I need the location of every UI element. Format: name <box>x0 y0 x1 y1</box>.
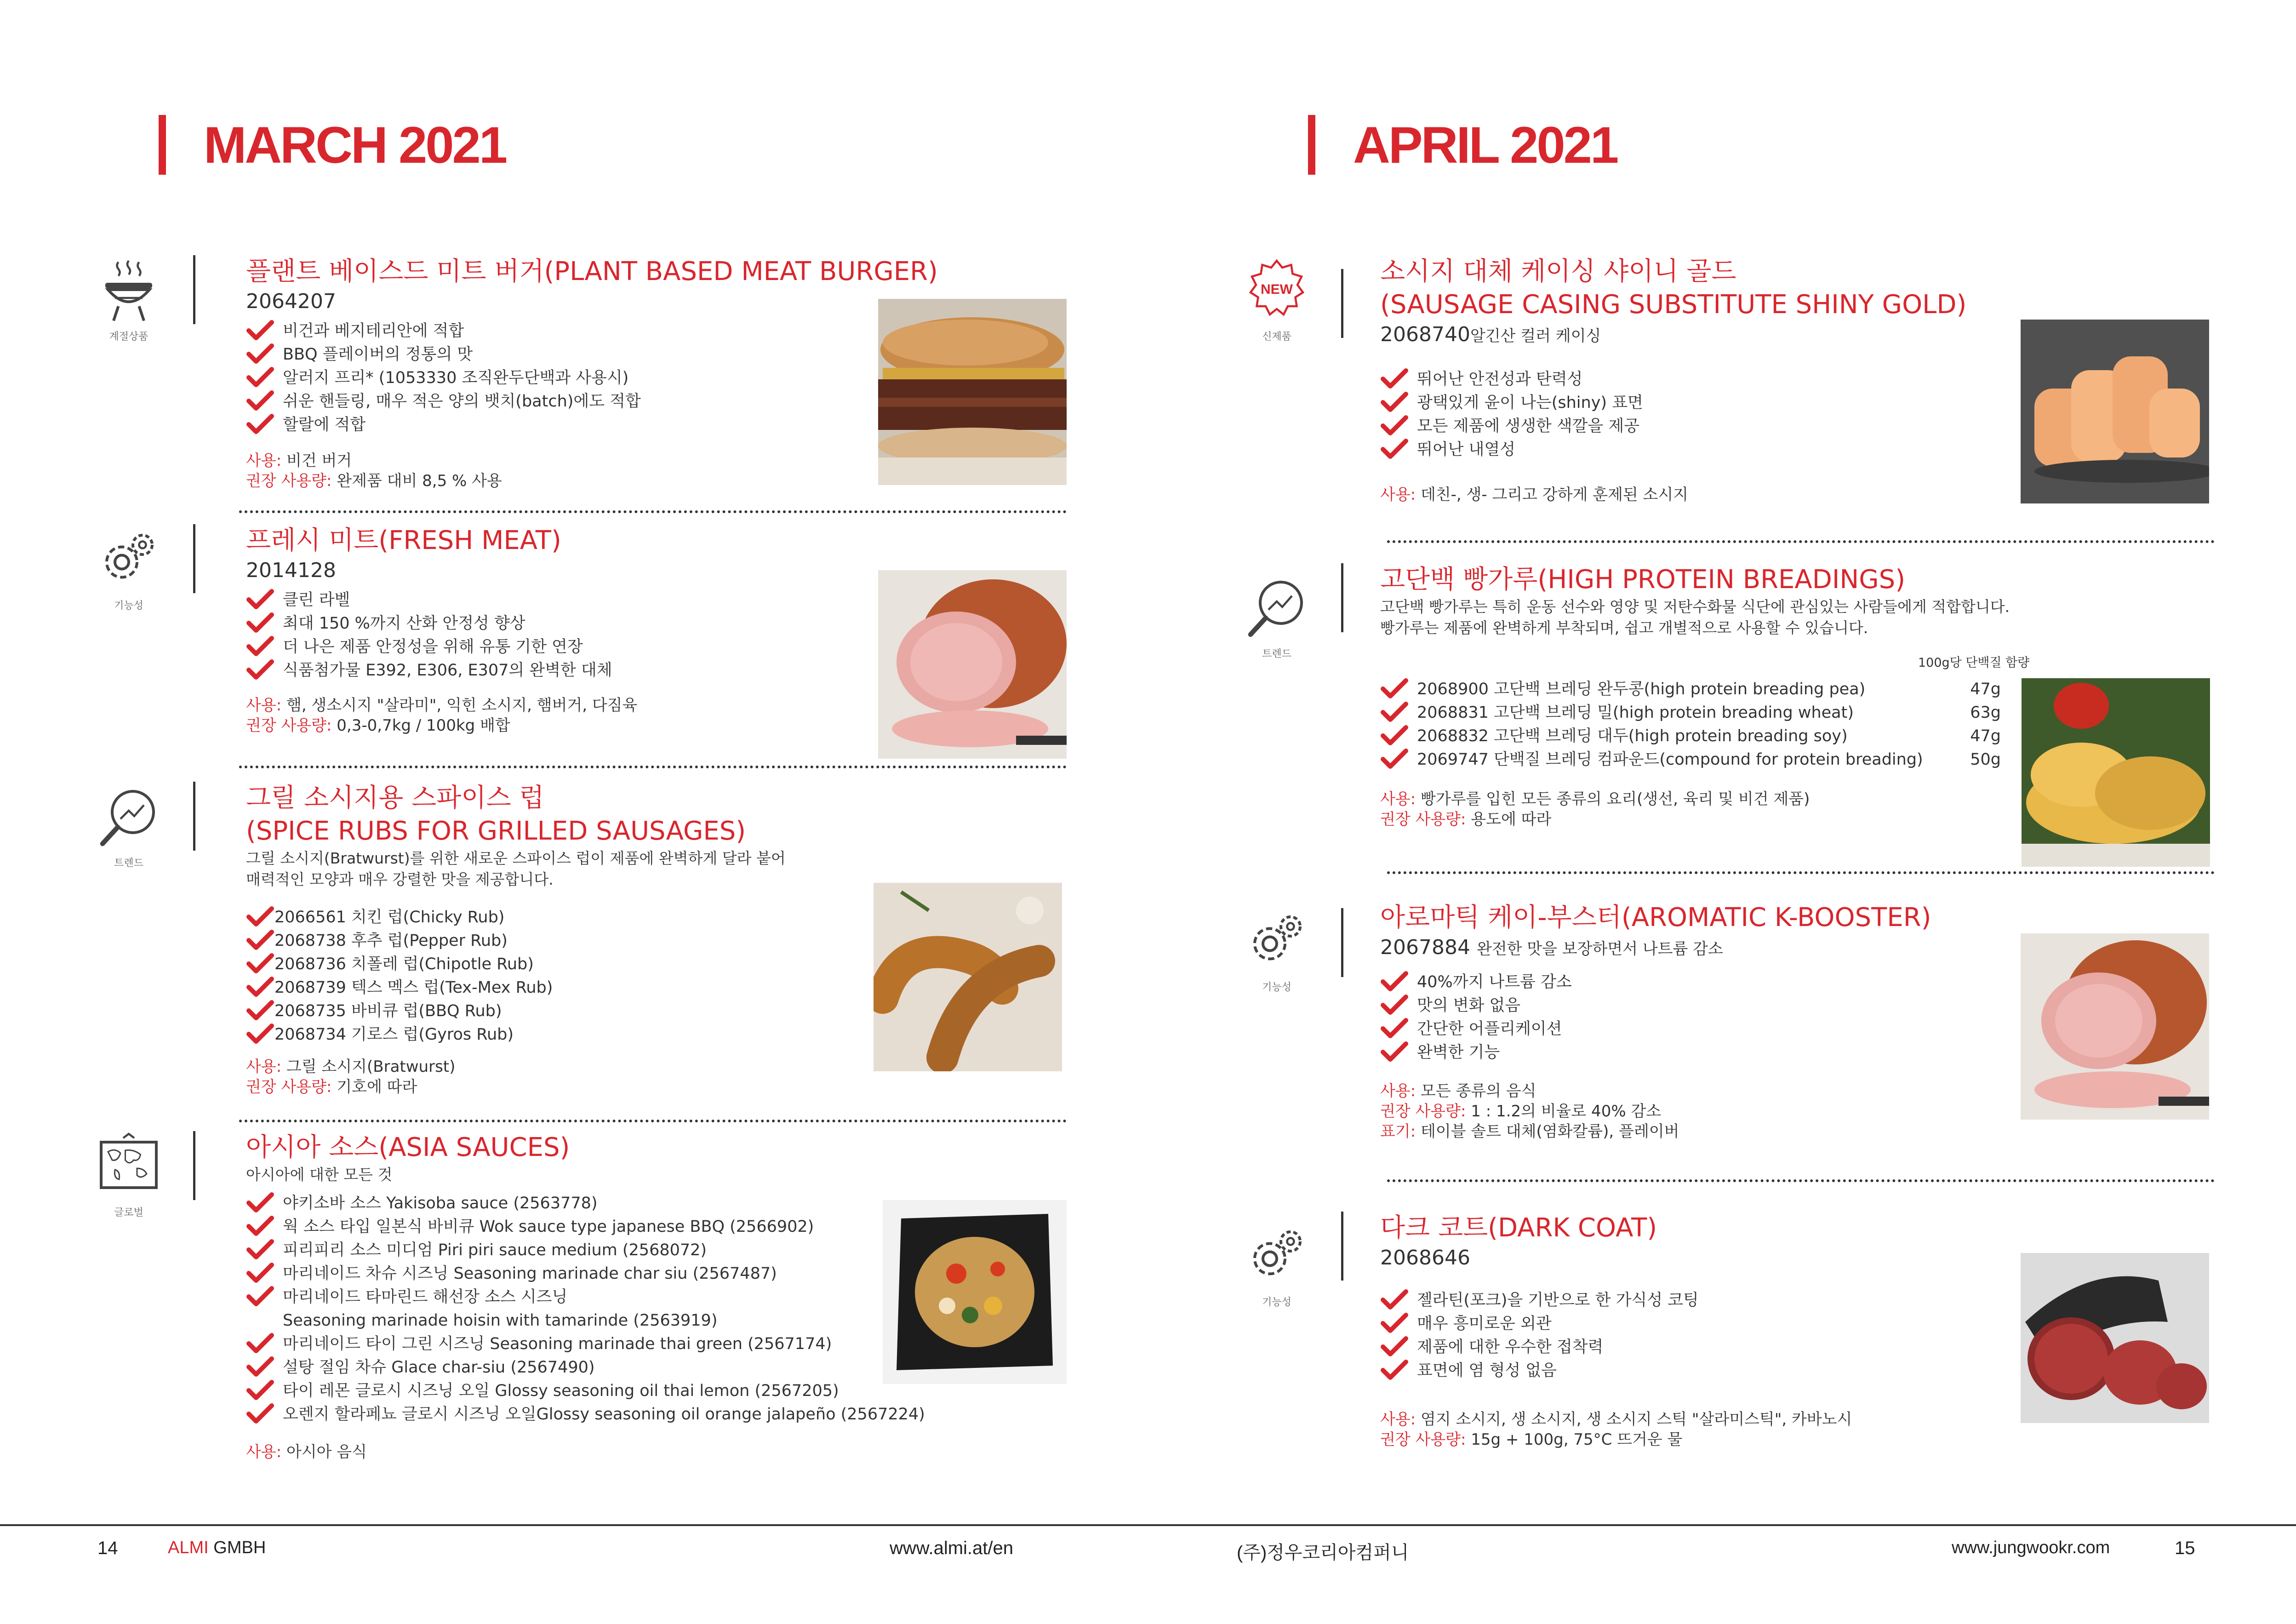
list-item: 야키소바 소스 Yakisoba sauce (2563778) <box>246 1192 982 1215</box>
dose-line: 권장 사용량: 15g + 100g, 75°C 뜨거운 물 <box>1380 1430 1683 1449</box>
section-description: 그릴 소시지(Bratwurst)를 위한 새로운 스파이스 럽이 제품에 완벽하게 달라 붙어 <box>246 849 786 867</box>
check-icon <box>246 589 274 611</box>
svg-text:NEW: NEW <box>1261 282 1293 297</box>
check-icon <box>246 1356 274 1378</box>
check-icon <box>246 906 274 928</box>
dose-line: 권장 사용량: 용도에 따라 <box>1380 810 1552 829</box>
list-item: 2066561 치킨 럽(Chicky Rub) <box>246 906 959 929</box>
grill-icon <box>94 255 163 324</box>
section-divider-line <box>193 1131 195 1200</box>
gear-icon <box>94 524 163 593</box>
list-item: 최대 150 %까지 산화 안정성 향상 <box>246 612 959 635</box>
section-title: 아로마틱 케이-부스터(AROMATIC K-BOOSTER) <box>1380 903 1931 932</box>
section-sausage-casing <box>1231 255 2256 513</box>
sausage-photo <box>874 883 1062 1071</box>
right-page <box>1148 0 2296 1517</box>
check-icon <box>1380 994 1409 1016</box>
label-line: 표기: 테이블 솔트 대체(염화칼륨), 플레이버 <box>1380 1122 1679 1141</box>
list-item: 2068739 텍스 멕스 럽(Tex-Mex Rub) <box>246 976 959 1000</box>
section-icon-block <box>1231 255 1323 343</box>
check-icon <box>246 320 274 342</box>
list-item: 광택있게 윤이 나는(shiny) 표면 <box>1380 391 2116 415</box>
list-item: 설탕 절임 차슈 Glace char-siu (2567490) <box>246 1356 982 1379</box>
section-separator <box>1387 871 2215 874</box>
icon-label: 기능성 <box>1262 1297 1291 1308</box>
usage-line: 사용: 비건 버거 <box>246 452 352 470</box>
list-item: 쉬운 핸들링, 매우 적은 양의 뱃치(batch)에도 적합 <box>246 390 959 413</box>
list-item: 40%까지 나트륨 감소 <box>1380 971 2116 994</box>
list-item: 2068734 기로스 럽(Gyros Rub) <box>246 1023 959 1046</box>
product-code: 2068646 <box>1380 1246 1470 1269</box>
check-icon <box>246 635 274 658</box>
list-item: 매우 흥미로운 외관 <box>1380 1312 2116 1336</box>
section-description: 빵가루는 제품에 완벽하게 부착되며, 쉽고 개별적으로 사용할 수 있습니다. <box>1380 619 1868 637</box>
section-title: 프레시 미트(FRESH MEAT) <box>246 526 561 555</box>
icon-label: 트렌드 <box>114 858 143 869</box>
check-icon <box>1380 1336 1409 1358</box>
section-fresh-meat <box>83 524 1094 763</box>
list-item: 클린 라벨 <box>246 589 959 612</box>
protein-content-header: 100g당 단백질 함량 <box>1918 656 2030 670</box>
section-icon-block <box>83 524 175 612</box>
month-accent-bar <box>159 115 166 175</box>
section-divider-line <box>193 524 195 593</box>
section-title: 그릴 소시지용 스파이스 럽 <box>246 783 544 813</box>
section-body <box>1380 1212 2116 1450</box>
check-icon <box>246 1403 274 1425</box>
check-icon <box>246 1215 274 1237</box>
check-icon <box>1380 1018 1409 1040</box>
list-item: 타이 레몬 글로시 시즈닝 오일 Glossy seasoning oil thai lemon (2567205) <box>246 1379 982 1403</box>
check-icon <box>246 390 274 412</box>
world-map-icon <box>94 1131 163 1200</box>
list-item: 간단한 어플리케이션 <box>1380 1018 2116 1041</box>
list-item: 할랄에 적합 <box>246 413 959 437</box>
list-item: 식품첨가물 E392, E306, E307의 완벽한 대체 <box>246 659 959 682</box>
footer-company: ALMI GMBH <box>168 1538 266 1557</box>
check-icon <box>246 659 274 681</box>
list-item: 2068900 고단백 브레딩 완두콩(high protein breading pea) 47g <box>1380 678 2001 701</box>
list-item: 마리네이드 차슈 시즈닝 Seasoning marinade char siu (2567487) <box>246 1262 982 1286</box>
list-item: 마리네이드 타이 그린 시즈닝 Seasoning marinade thai green (2567174) <box>246 1332 982 1356</box>
check-icon <box>1380 391 1409 413</box>
section-high-protein-breadings <box>1231 563 2256 862</box>
check-icon <box>246 343 274 365</box>
footer-partner: (주)정우코리아컴퍼니 <box>1237 1543 1409 1563</box>
list-item: 알러지 프리* (1053330 조직완두단백과 사용시) <box>246 366 959 390</box>
gear-icon <box>1242 906 1311 975</box>
section-separator <box>239 510 1067 513</box>
section-title: 고단백 빵가루(HIGH PROTEIN BREADINGS) <box>1380 565 1906 595</box>
section-dark-coat <box>1231 1212 2256 1487</box>
section-spice-rubs <box>83 782 1094 1117</box>
month-title: MARCH 2021 <box>204 116 506 174</box>
check-icon <box>1380 725 1409 747</box>
section-title: 플랜트 베이스드 미트 버거(PLANT BASED MEAT BURGER) <box>246 257 938 286</box>
new-badge-icon <box>1242 255 1311 324</box>
left-page <box>0 0 1148 1517</box>
section-title: 아시아 소스(ASIA SAUCES) <box>246 1132 570 1162</box>
list-item: 젤라틴(포크)을 기반으로 한 가식성 코팅 <box>1380 1289 2116 1312</box>
list-item: 2068735 바비큐 럽(BBQ Rub) <box>246 1000 959 1023</box>
feature-list <box>246 320 959 437</box>
section-divider-line <box>1341 563 1343 632</box>
month-header-april <box>1308 115 1617 175</box>
month-accent-bar <box>1308 115 1315 175</box>
list-item: 2068736 치폴레 럽(Chipotle Rub) <box>246 953 959 976</box>
month-title: APRIL 2021 <box>1353 116 1617 174</box>
section-body <box>1380 901 2116 1142</box>
page-number-right: 15 <box>2175 1538 2195 1558</box>
noodles-photo <box>883 1200 1067 1384</box>
page-number-left: 14 <box>97 1538 118 1558</box>
check-icon <box>246 1379 274 1401</box>
ham-photo <box>878 570 1067 759</box>
list-item: 비건과 베지테리안에 적합 <box>246 320 959 343</box>
section-description: 매력적인 모양과 매우 강렬한 맛을 제공합니다. <box>246 870 554 888</box>
dose-line: 권장 사용량: 완제품 대비 8,5 % 사용 <box>246 472 502 490</box>
section-separator <box>239 1120 1067 1122</box>
product-code: 2067884 완전한 맛을 보장하면서 나트륨 감소 <box>1380 936 1723 959</box>
list-item: 오렌지 할라페뇨 글로시 시즈닝 오일Glossy seasoning oil orange jalapeño (2567224) <box>246 1403 982 1426</box>
list-item: 2068831 고단백 브레딩 밀(high protein breading wheat) 63g <box>1380 701 2001 725</box>
check-icon <box>246 366 274 389</box>
list-item: 제품에 대한 우수한 접착력 <box>1380 1336 2116 1359</box>
list-item: 2069747 단백질 브레딩 컴파운드(compound for protein breading) 50g <box>1380 748 2001 772</box>
check-icon <box>246 413 274 435</box>
section-title-english: (SPICE RUBS FOR GRILLED SAUSAGES) <box>246 816 746 846</box>
product-code: 2064207 <box>246 290 336 313</box>
feature-list <box>1380 1289 2116 1383</box>
ham2-photo <box>2021 933 2209 1120</box>
product-list <box>246 906 959 1046</box>
check-icon <box>246 1192 274 1214</box>
section-body <box>246 1131 982 1462</box>
footer-url-right[interactable]: www.jungwookr.com <box>1952 1538 2110 1557</box>
check-icon <box>1380 438 1409 460</box>
check-icon <box>246 1286 274 1308</box>
dose-line: 권장 사용량: 1 : 1.2의 비율로 40% 감소 <box>1380 1102 1662 1121</box>
usage-line: 사용: 아시아 음식 <box>246 1443 367 1461</box>
usage-line: 사용: 데친-, 생- 그리고 강하게 훈제된 소시지 <box>1380 486 1689 504</box>
check-icon <box>246 612 274 634</box>
icon-label: 글로벌 <box>114 1207 143 1218</box>
section-divider-line <box>193 782 195 851</box>
section-icon-block <box>83 255 175 343</box>
usage-line: 사용: 햄, 생소시지 "살라미", 익힌 소시지, 햄버거, 다짐육 <box>246 696 638 715</box>
section-divider-line <box>1341 269 1343 338</box>
section-separator <box>1387 1179 2215 1182</box>
check-icon <box>1380 748 1409 770</box>
section-icon-block <box>83 1131 175 1219</box>
section-description: 아시아에 대한 모든 것 <box>246 1166 393 1184</box>
gear-icon <box>1242 1221 1311 1290</box>
section-separator <box>1387 540 2215 543</box>
usage-line: 사용: 염지 소시지, 생 소시지, 생 소시지 스틱 "살라미스틱", 카바노시 <box>1380 1410 1852 1429</box>
check-icon <box>1380 678 1409 700</box>
list-item: 웍 소스 타입 일본식 바비큐 Wok sauce type japanese BBQ (2566902) <box>246 1215 982 1239</box>
check-icon <box>1380 1312 1409 1334</box>
check-icon <box>1380 1359 1409 1381</box>
list-item: 2068832 고단백 브레딩 대두(high protein breading soy) 47g <box>1380 725 2001 748</box>
list-item: 뛰어난 내열성 <box>1380 438 2116 462</box>
check-icon <box>246 1000 274 1022</box>
casing-photo <box>2021 320 2209 503</box>
section-body <box>246 255 959 491</box>
month-header-march <box>159 115 506 175</box>
product-code: 2068740알긴산 컬러 케이싱 <box>1380 323 1601 346</box>
icon-label: 계절상품 <box>109 331 148 343</box>
check-icon <box>246 1023 274 1045</box>
check-icon <box>246 929 274 951</box>
section-divider-line <box>1341 908 1343 977</box>
section-icon-block <box>1231 906 1323 994</box>
section-body <box>1380 255 2116 505</box>
list-item: BBQ 플레이버의 정통의 맛 <box>246 343 959 366</box>
section-title: 다크 코트(DARK COAT) <box>1380 1213 1657 1243</box>
list-item: 맛의 변화 없음 <box>1380 994 2116 1018</box>
feature-list <box>1380 368 2116 462</box>
section-aromatic-k-booster <box>1231 901 2256 1177</box>
dose-line: 권장 사용량: 기호에 따라 <box>246 1078 417 1096</box>
dose-line: 권장 사용량: 0,3-0,7kg / 100kg 배합 <box>246 716 510 735</box>
burger-photo <box>878 299 1067 485</box>
icon-label: 기능성 <box>1262 982 1291 993</box>
product-list <box>246 1192 982 1426</box>
trend-magnifier-icon <box>94 782 163 851</box>
product-list <box>1380 678 2001 772</box>
section-icon-block <box>83 782 175 869</box>
usage-line: 사용: 빵가루를 입힌 모든 종류의 요리(생선, 육리 및 비건 제품) <box>1380 790 1810 808</box>
footer-rule <box>0 1524 2296 1526</box>
usage-line: 사용: 모든 종류의 음식 <box>1380 1082 1536 1100</box>
usage-line: 사용: 그릴 소시지(Bratwurst) <box>246 1058 456 1076</box>
check-icon <box>246 1332 274 1355</box>
list-item: 2068738 후추 럽(Pepper Rub) <box>246 929 959 953</box>
section-title-english: (SAUSAGE CASING SUBSTITUTE SHINY GOLD) <box>1380 290 1967 320</box>
list-item: 마리네이드 타마린드 해선장 소스 시즈닝 Seasoning marinade hoisin with tamarinde (2563919) <box>246 1286 982 1332</box>
list-item: 뛰어난 안전성과 탄력성 <box>1380 368 2116 391</box>
list-item: 완벽한 기능 <box>1380 1041 2116 1064</box>
list-item: 모든 제품에 생생한 색깔을 제공 <box>1380 415 2116 438</box>
section-icon-block <box>1231 1221 1323 1309</box>
list-item: 피리피리 소스 미디엄 Piri piri sauce medium (2568072) <box>246 1239 982 1262</box>
list-item: 표면에 염 형성 없음 <box>1380 1359 2116 1383</box>
check-icon <box>1380 1289 1409 1311</box>
check-icon <box>246 953 274 975</box>
section-plant-based-burger <box>83 255 1094 494</box>
salami-photo <box>2021 1253 2209 1423</box>
product-code: 2014128 <box>246 559 336 582</box>
check-icon <box>1380 701 1409 723</box>
icon-label: 신제품 <box>1262 331 1291 343</box>
section-divider-line <box>193 255 195 324</box>
section-divider-line <box>1341 1212 1343 1281</box>
feature-list <box>1380 971 2116 1064</box>
check-icon <box>1380 971 1409 993</box>
check-icon <box>246 1239 274 1261</box>
check-icon <box>1380 368 1409 390</box>
section-asia-sauces <box>83 1131 1094 1481</box>
schnitzel-photo <box>2022 678 2210 867</box>
check-icon <box>246 976 274 998</box>
section-body <box>246 524 959 736</box>
section-separator <box>239 766 1067 768</box>
list-item: 더 나은 제품 안정성을 위해 유통 기한 연장 <box>246 635 959 659</box>
section-title: 소시지 대체 케이싱 샤이니 골드 <box>1380 257 1736 286</box>
check-icon <box>246 1262 274 1284</box>
section-icon-block <box>1231 572 1323 660</box>
icon-label: 트렌드 <box>1262 648 1291 660</box>
section-description: 고단백 빵가루는 특히 운동 선수와 영양 및 저탄수화물 식단에 관심있는 사람들에게 적합합니다. <box>1380 598 2010 616</box>
section-body <box>246 782 959 1097</box>
check-icon <box>1380 415 1409 437</box>
icon-label: 기능성 <box>114 600 143 612</box>
feature-list <box>246 589 959 682</box>
footer-url-left[interactable]: www.almi.at/en <box>890 1538 1013 1558</box>
trend-magnifier-icon <box>1242 572 1311 641</box>
check-icon <box>1380 1041 1409 1063</box>
